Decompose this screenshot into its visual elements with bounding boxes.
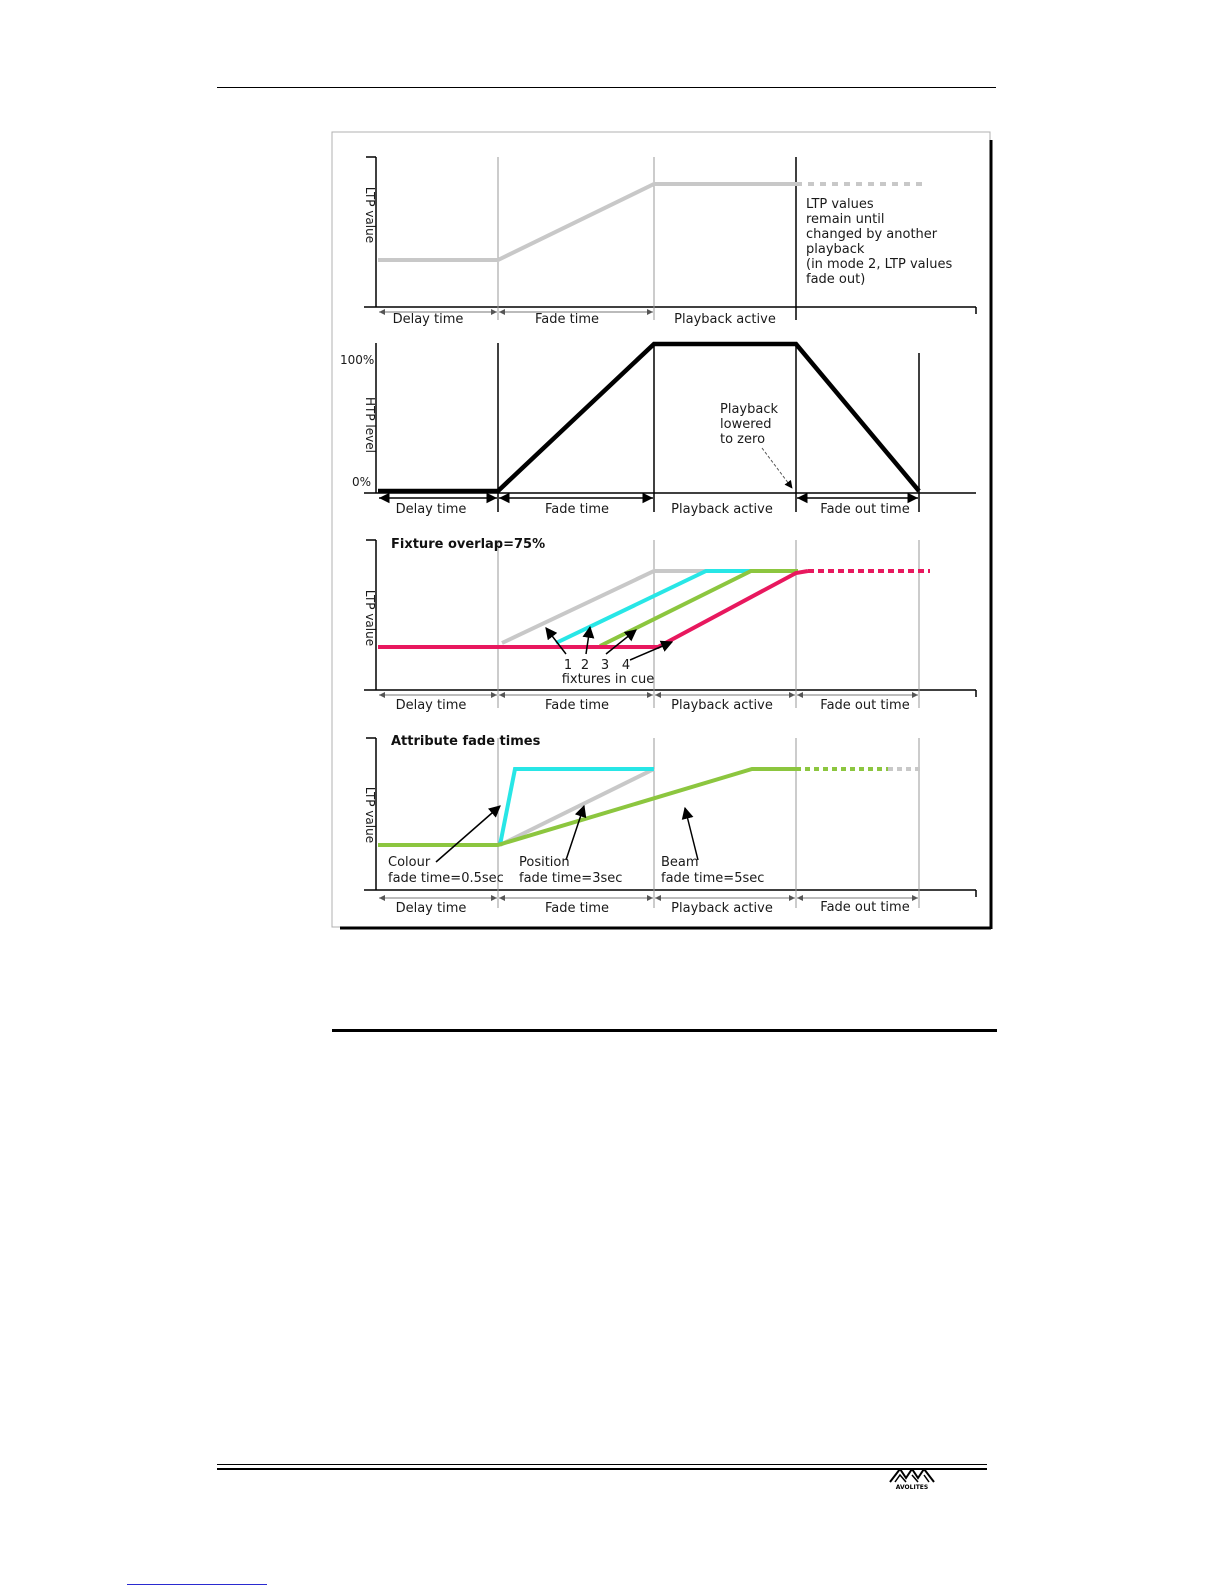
fixtures-caption: fixtures in cue [561,672,655,687]
note-line: remain until [806,212,885,227]
beam-fade-time: fade time=5sec [661,871,765,886]
colour-label: Colour [388,855,431,870]
fixture-number: 2 [580,658,590,673]
logo-text: AVOLITES [895,1484,929,1490]
y-axis-label: LTP value [363,786,377,844]
note-line: (in mode 2, LTP values [806,257,953,272]
section-label: Fade time [544,901,610,916]
section-label: Playback active [671,502,773,517]
y-axis-label: LTP value [363,186,377,244]
beam-label: Beam [661,855,699,870]
note-line: to zero [720,432,766,447]
section-label: Fade time [534,312,600,327]
note-line: fade out) [806,272,866,287]
section-label: Fade time [544,502,610,517]
section-label: Fade out time [820,698,910,713]
figure-frame [332,132,990,927]
colour-fade-time: fade time=0.5sec [388,871,504,886]
section-label: Fade time [544,698,610,713]
section-label: Delay time [395,901,467,916]
note-line: Playback [720,402,779,417]
section-label: Playback active [674,312,776,327]
section-label: Playback active [671,698,773,713]
panel-title: Attribute fade times [391,734,541,749]
fixture-number: 3 [600,658,610,673]
section-label: Fade out time [820,900,910,915]
section-label: Playback active [671,901,773,916]
y-axis-label: LTP value [363,589,377,647]
y-min-label: 0% [352,475,372,489]
fixture-number: 1 [563,658,573,673]
section-label: Delay time [392,312,464,327]
note-line: lowered [720,417,772,432]
position-label: Position [519,855,570,870]
section-label: Delay time [395,502,467,517]
panel-title: Fixture overlap=75% [391,537,546,552]
note-line: playback [806,242,865,257]
y-axis-label: HTP level [363,397,377,453]
fixture-number: 4 [621,658,631,673]
note-line: changed by another [806,227,938,242]
section-label: Fade out time [820,502,910,517]
position-fade-time: fade time=3sec [519,871,623,886]
section-label: Delay time [395,698,467,713]
y-max-label: 100% [340,353,375,367]
note-line: LTP values [806,197,874,212]
